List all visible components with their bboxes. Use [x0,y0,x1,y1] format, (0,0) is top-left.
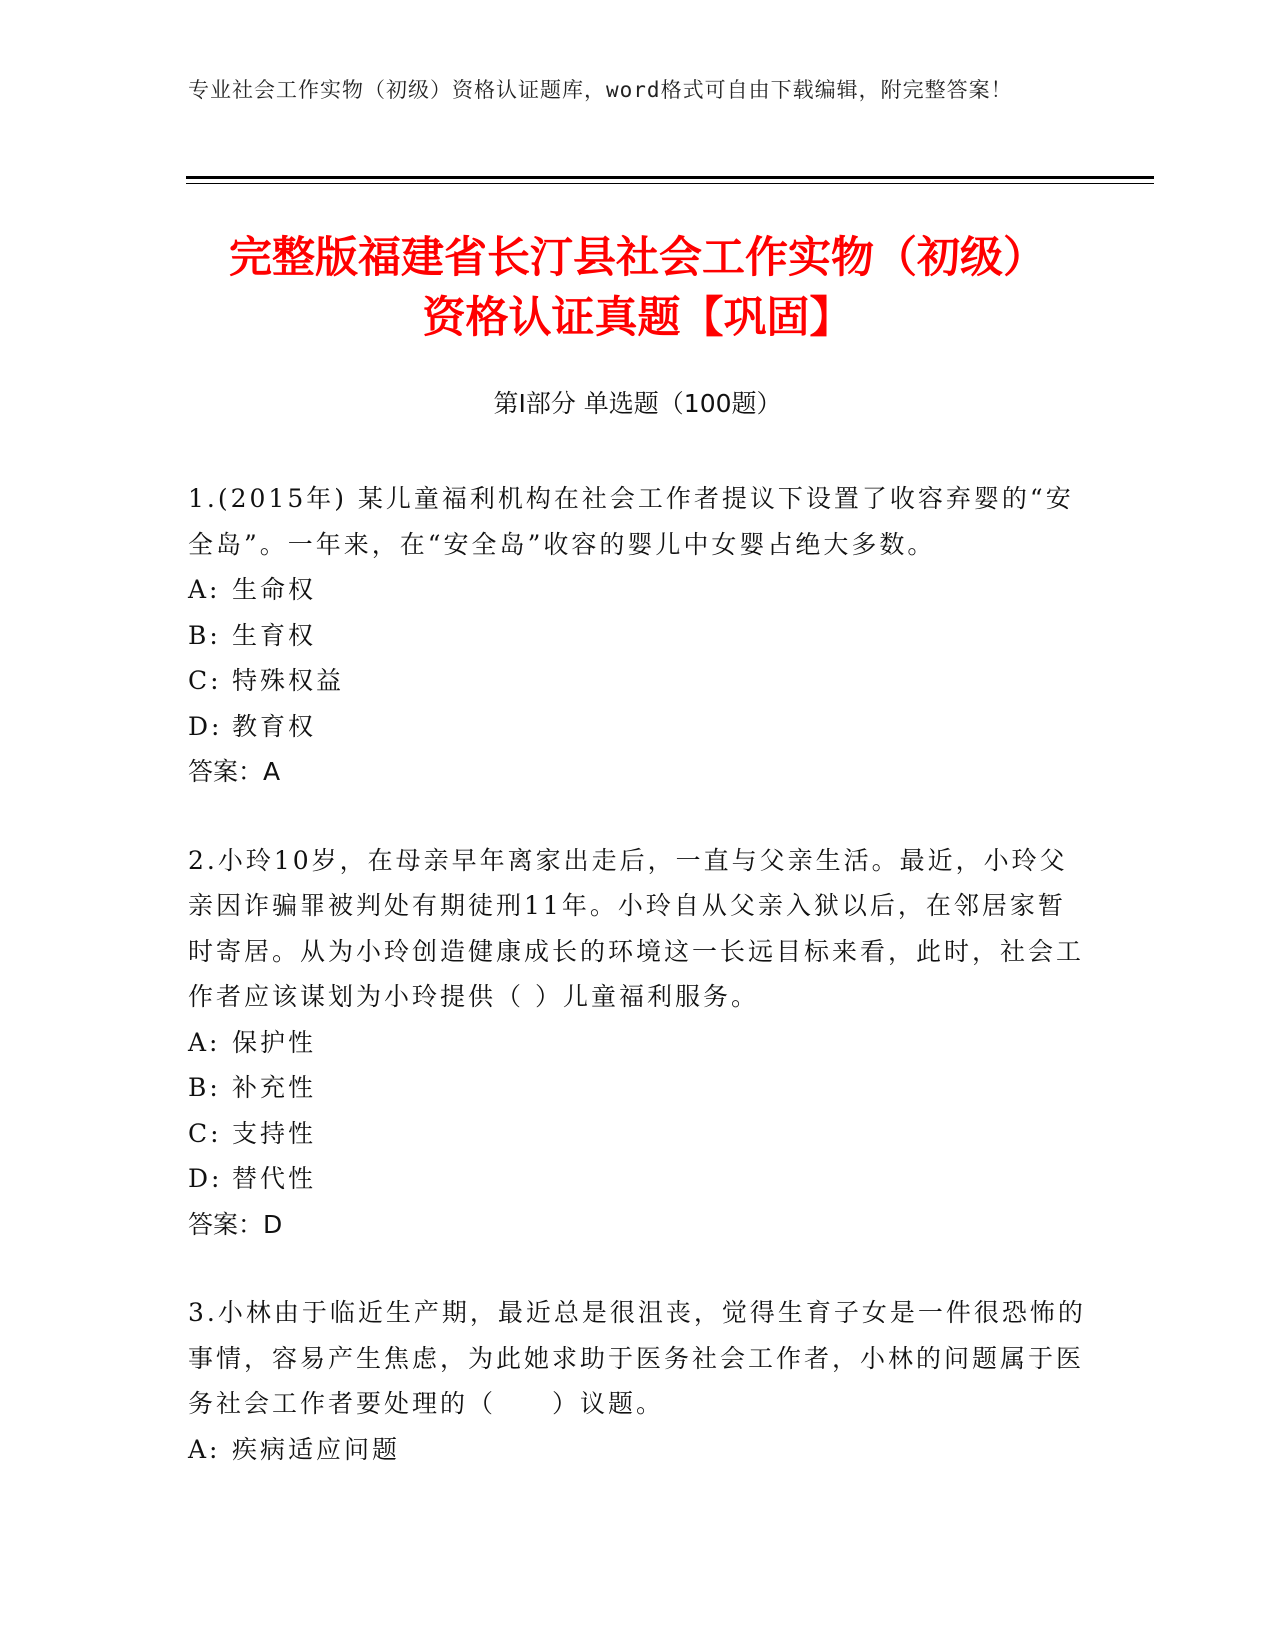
option-text: 教育权 [232,711,317,741]
header-rule-thick [186,176,1154,179]
option-a [188,1427,1088,1473]
answer-line: 答案：A [188,757,281,786]
option-a [188,567,1088,613]
question-2 [188,838,1088,1248]
option-text: 生育权 [232,620,317,650]
option-key: D: [188,711,223,741]
option-text: 补充性 [232,1073,317,1102]
section-title: 第Ⅰ部分 单选题（100题） [493,389,782,418]
option-key: B: [188,620,221,650]
option-key: B: [188,1073,221,1102]
option-c [188,1111,1088,1157]
option-a [188,1020,1088,1066]
question-stem: 3.小林由于临近生产期，最近总是很沮丧，觉得生育子女是一件很恐怖的事情，容易产生焦虑，为此她求助于医务社会工作者，小林的问题属于医务社会工作者要处理的（ ）议题。 [188,1298,1086,1418]
option-c [188,658,1088,704]
question-stem: 1.(2015年) 某儿童福利机构在社会工作者提议下设置了收容弃婴的“安全岛”。一年来，在“安全岛”收容的婴儿中女婴占绝大多数。 [188,484,1074,559]
answer-line: 答案：D [188,1209,283,1239]
option-text: 生命权 [232,575,317,604]
question-1 [188,476,1088,795]
document-title [150,228,1125,348]
option-text: 疾病适应问题 [232,1434,401,1464]
header-rule-thin [186,183,1154,184]
option-key: A: [188,1027,221,1057]
option-text: 特殊权益 [232,666,345,695]
header-note: 专业社会工作实物（初级）资格认证题库，word格式可自由下载编辑，附完整答案！ [188,78,1013,102]
option-text: 保护性 [232,1027,317,1057]
option-key: C: [188,666,222,695]
option-text: 支持性 [232,1118,317,1148]
question-list [188,476,1088,1515]
option-b [188,1065,1088,1111]
option-key: D: [188,1164,223,1193]
option-key: C: [188,1118,222,1148]
option-b [188,613,1088,659]
question-3 [188,1290,1088,1472]
option-key: A: [188,1434,221,1464]
document-title-line-1: 完整版福建省长汀县社会工作实物（初级） [229,233,1046,283]
question-stem: 2.小玲10岁，在母亲早年离家出走后，一直与父亲生活。最近，小玲父亲因诈骗罪被判处有期徒刑11年。小玲自从父亲入狱以后，在邻居家暂时寄居。从为小玲创造健康成长的环境这一长远目标来看，此时，社会工作者应该谋划为小玲提供（ ）儿童福利服务。 [188,845,1085,1011]
option-key: A: [188,575,221,604]
option-d [188,1156,1088,1202]
option-d [188,704,1088,750]
option-text: 替代性 [232,1164,317,1193]
document-title-line-2: 资格认证真题【巩固】 [422,293,853,343]
